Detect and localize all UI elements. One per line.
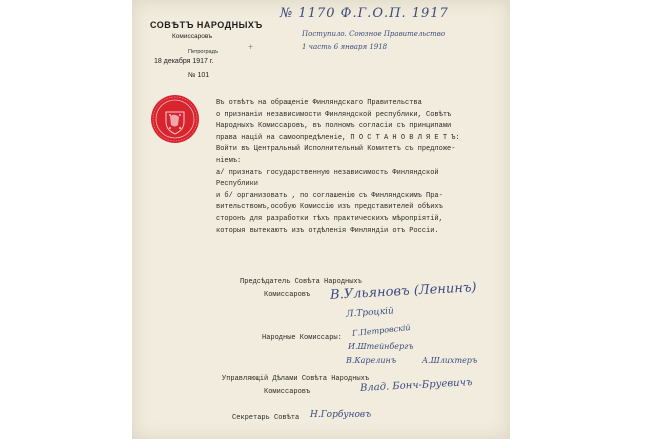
chairman-label-line-2: Комиссаровъ [264, 291, 311, 299]
handwritten-note-line-1: Поступило. Союзное Правительство [302, 30, 446, 38]
commissars-label: Народные Комиссары: [262, 334, 342, 342]
letterhead-number: № 101 [188, 72, 210, 79]
red-seal-icon [150, 94, 200, 144]
commissar-signature: Л.Троцкій [345, 306, 395, 320]
body-line: Въ отвѣтъ на обращеніе Финляндскаго Правительства [216, 99, 422, 107]
body-line: ніемъ: [216, 156, 242, 165]
body-line: Народныхъ Комиссаровъ, въ полномъ согласіи съ принципами [216, 122, 452, 131]
body-line: сторонъ для разработки тѣхъ практическихъ мѣропріятій, [216, 214, 443, 223]
document-page [132, 0, 510, 439]
letterhead-title: СОВѢТЪ НАРОДНЫХЪ [150, 20, 263, 30]
letterhead-date: 18 декабря 1917 г. [154, 58, 214, 65]
commissar-signature: И.Штейнбергъ [348, 342, 414, 351]
body-line: права націй на самоопредѣленіе, П О С Т А Н О В Л Я Е Т Ъ: [216, 133, 460, 142]
chairman-signature: В.Ульяновъ (Ленинъ) [329, 280, 477, 303]
letterhead-subtitle: Комиссаровъ [172, 33, 213, 40]
body-line: Республики [216, 180, 259, 189]
chairman-label-line-1: Предсѣдатель Совѣта Народныхъ [240, 278, 362, 286]
manager-signature: Влад. Бонч-Бруевичъ [359, 377, 473, 394]
body-line: вительствомъ,особую Комиссію изъ представителей обѣихъ [216, 203, 443, 212]
manager-label-line-1: Управляющій Дѣлами Совѣта Народныхъ [222, 375, 370, 383]
archive-stamp: № 1170 Ф.Г.О.П. 1917 [280, 6, 449, 21]
commissar-signature: В.Карелинъ [346, 356, 397, 365]
body-line: а/ признать государственную независимость Финляндской [216, 168, 439, 177]
handwritten-note-line-2: 1 часть 6 января 1918 [302, 43, 388, 51]
commissar-signature: А.Шлихтеръ [422, 356, 478, 365]
letterhead-place: Петроградъ [188, 49, 219, 55]
commissar-signature: Г.Петровскій [351, 322, 412, 339]
pencil-mark: + [248, 42, 254, 52]
body-line: о признаніи независимости Финляндской республики, Совѣтъ [216, 110, 452, 119]
decree-body [216, 98, 460, 237]
secretary-label: Секретарь Совѣта [232, 414, 300, 422]
secretary-signature: Н.Горбуновъ [310, 410, 372, 420]
body-line: Войти въ Центральный Исполнительный Комитетъ съ предложе- [216, 145, 456, 154]
body-line: и б/ организовать , по соглашенію съ Финляндскимъ Пра- [216, 191, 443, 200]
manager-label-line-2: Комиссаровъ [264, 388, 311, 396]
body-line: которыя вытекаютъ изъ отдѣленія Финляндіи отъ Россіи. [216, 226, 439, 235]
